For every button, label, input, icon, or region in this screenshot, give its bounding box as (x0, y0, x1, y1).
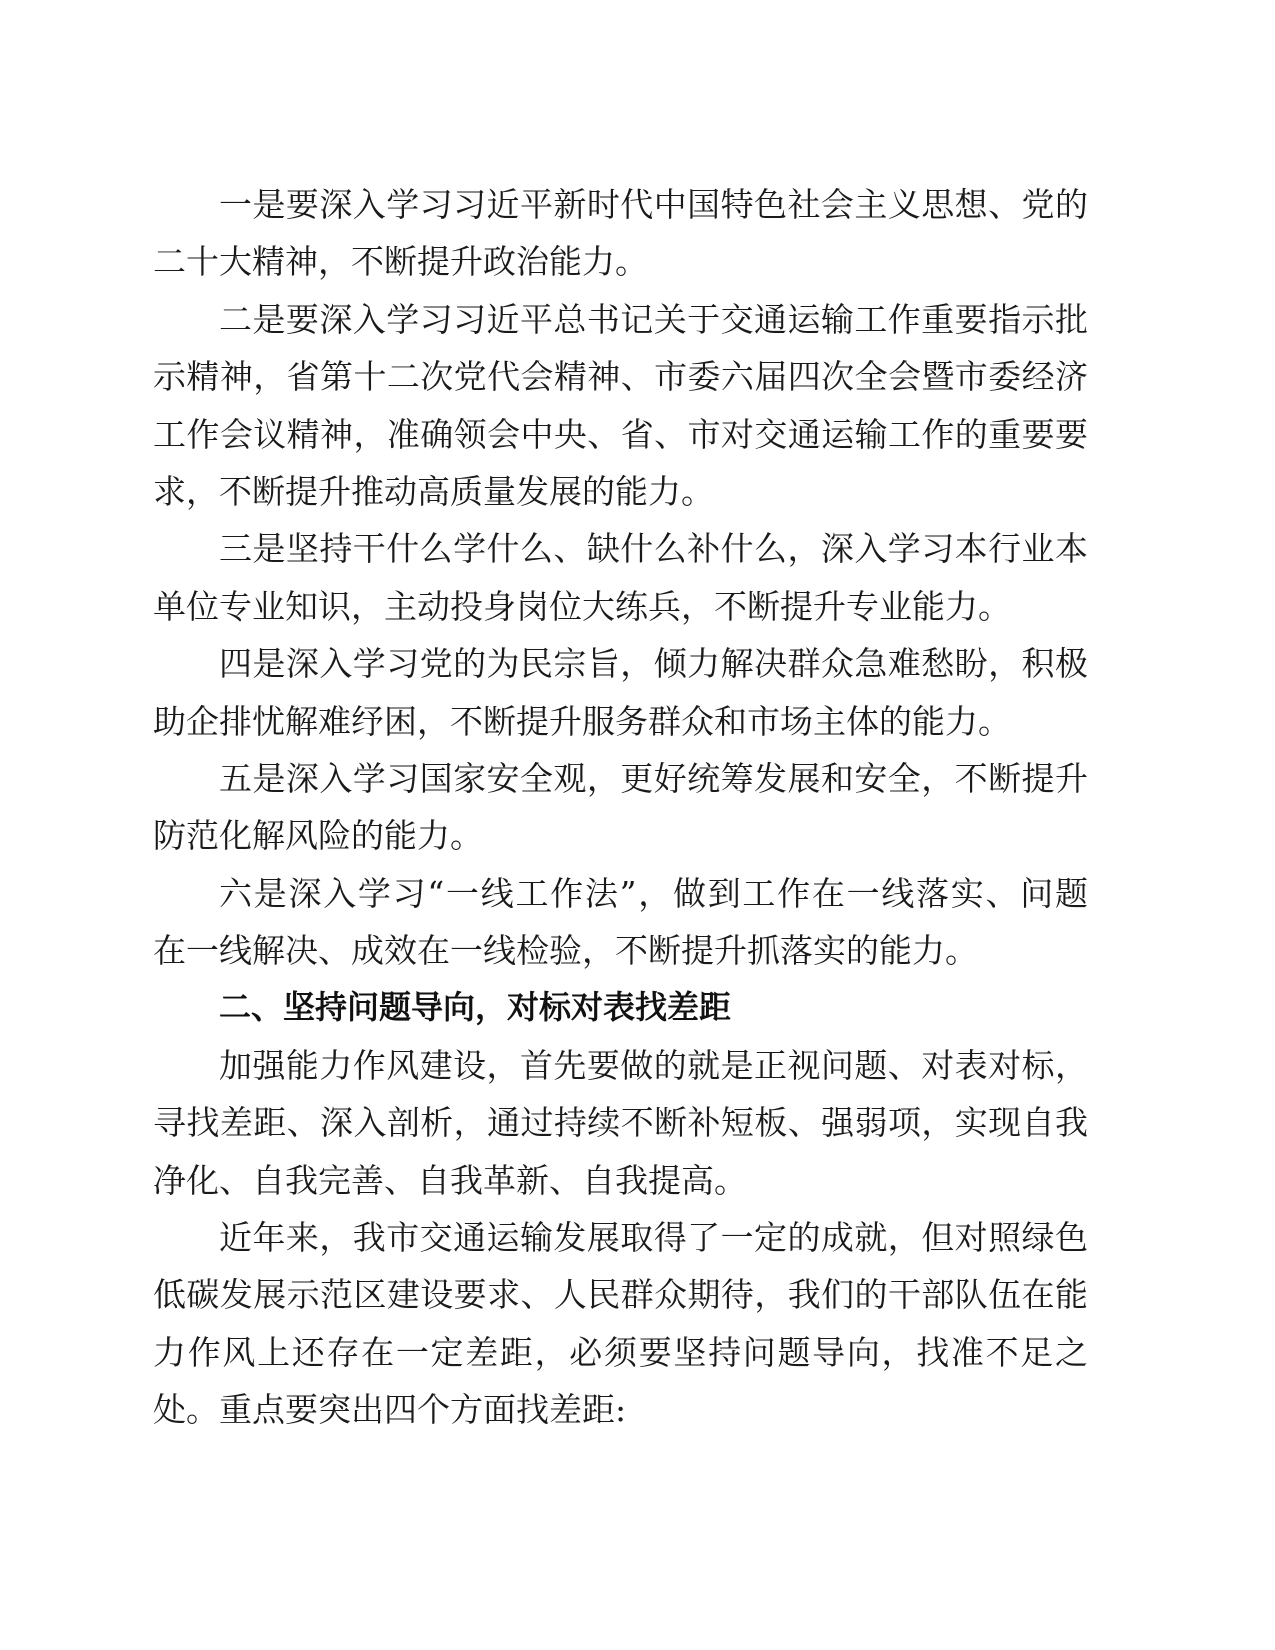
paragraph-line: 力作风上还存在一定差距，必须要坚持问题导向，找准不足之 (153, 1332, 1088, 1372)
paragraph-line: 单位专业知识，主动投身岗位大练兵，不断提升专业能力。 (153, 586, 1011, 626)
paragraph-line: 六是深入学习“一线工作法”，做到工作在一线落实、问题 (219, 873, 1088, 913)
paragraph-line: 在一线解决、成效在一线检验，不断提升抓落实的能力。 (153, 931, 978, 971)
document-body (153, 176, 1088, 1439)
paragraph-line: 二是要深入学习习近平总书记关于交通运输工作重要指示批 (219, 299, 1088, 339)
paragraph-line: 近年来，我市交通运输发展取得了一定的成就，但对照绿色 (219, 1218, 1088, 1258)
paragraph-line: 四是深入学习党的为民宗旨，倾力解决群众急难愁盼，积极 (219, 644, 1088, 684)
paragraph-line: 三是坚持干什么学什么、缺什么补什么，深入学习本行业本 (219, 529, 1088, 569)
paragraph-line: 一是要深入学习习近平新时代中国特色社会主义思想、党的 (219, 185, 1088, 224)
paragraph-line: 寻找差距、深入剖析，通过持续不断补短板、强弱项，实现自我 (153, 1103, 1088, 1143)
paragraph-line: 低碳发展示范区建设要求、人民群众期待，我们的干部队伍在能 (153, 1275, 1088, 1315)
paragraph-line: 防范化解风险的能力。 (153, 816, 483, 856)
section-heading: 二、坚持问题导向，对标对表找差距 (219, 988, 732, 1027)
paragraph-line: 示精神，省第十二次党代会精神、市委六届四次全会暨市委经济 (153, 357, 1088, 397)
paragraph-line: 工作会议精神，准确领会中央、省、市对交通运输工作的重要要 (153, 414, 1088, 454)
paragraph-line: 处。重点要突出四个方面找差距: (153, 1390, 627, 1430)
paragraph-line: 二十大精神，不断提升政治能力。 (153, 242, 648, 282)
paragraph-line: 净化、自我完善、自我革新、自我提高。 (153, 1160, 747, 1200)
paragraph-line: 助企排忧解难纾困，不断提升服务群众和市场主体的能力。 (153, 701, 1011, 741)
paragraph-line: 五是深入学习国家安全观，更好统筹发展和安全，不断提升 (219, 758, 1088, 798)
paragraph-line: 求，不断提升推动高质量发展的能力。 (153, 471, 714, 511)
paragraph-line: 加强能力作风建设，首先要做的就是正视问题、对表对标， (219, 1045, 1088, 1085)
